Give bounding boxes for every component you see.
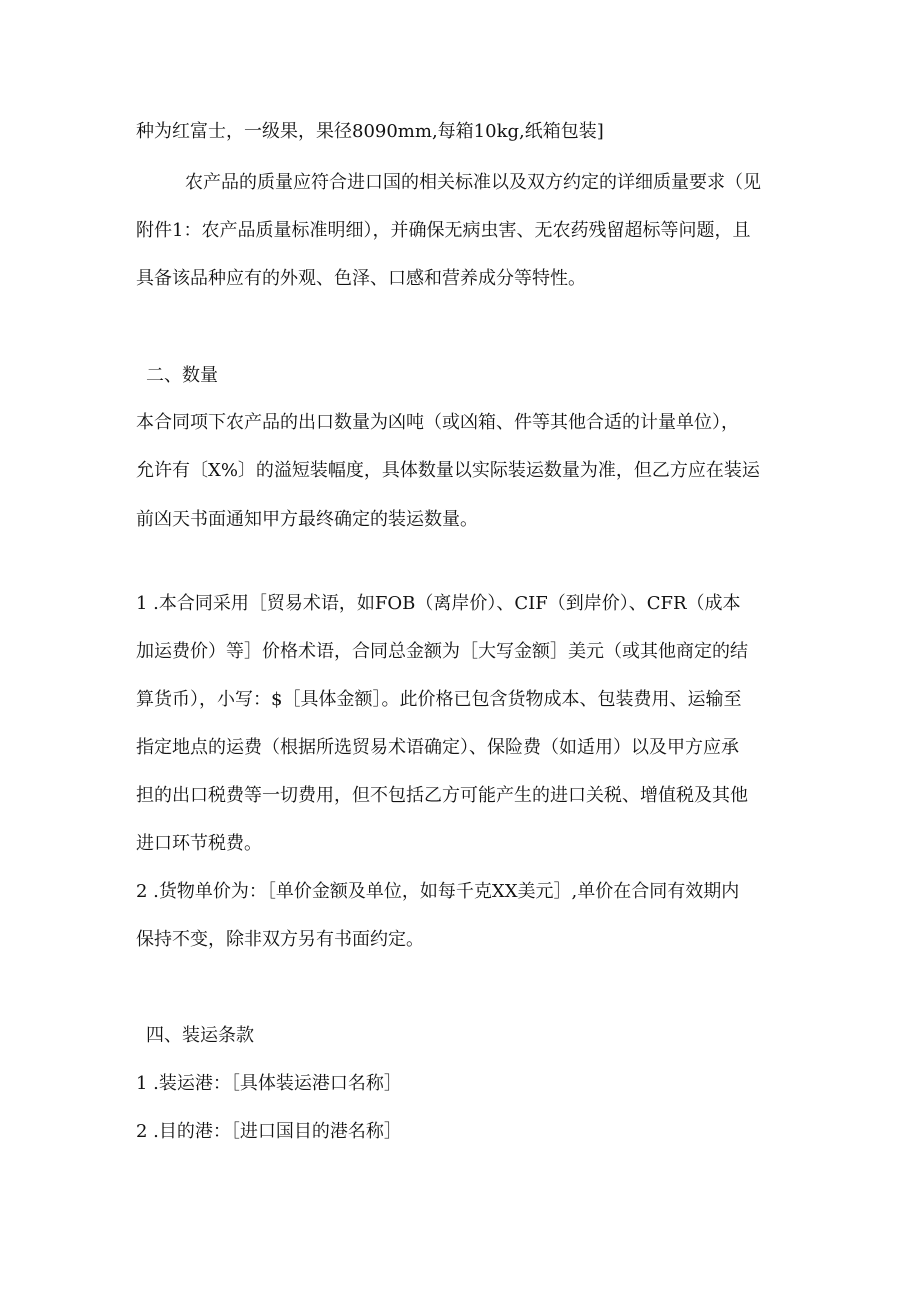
quantity-line-2: 允许有〔X%〕的溢短装幅度，具体数量以实际装运数量为准，但乙方应在装运: [136, 460, 760, 481]
quality-paragraph-line-2: 附件1：农产品质量标准明细），并确保无病虫害、无农药残留超标等问题，且: [136, 220, 751, 241]
quality-paragraph-line-1: 农产品的质量应符合进口国的相关标准以及双方约定的详细质量要求（见: [185, 172, 761, 193]
quality-paragraph-line-3: 具备该品种应有的外观、色泽、口感和营养成分等特性。: [136, 268, 586, 289]
price-item-2-line-2: 保持不变，除非双方另有书面约定。: [136, 929, 424, 950]
quality-variety-line: 种为红富士，一级果，果径8090mm,每箱10kg,纸箱包装]: [136, 121, 604, 142]
shipping-item-port-of-loading: 1 .装运港：［具体装运港口名称］: [136, 1073, 402, 1094]
price-item-1-line-3: 算货币），小写：$［具体金额］。此价格已包含货物成本、包装费用、运输至: [136, 689, 742, 710]
shipping-item-destination-port: 2 .目的港：［进口国目的港名称］: [136, 1121, 402, 1142]
price-item-1-line-5: 担的出口税费等一切费用，但不包括乙方可能产生的进口关税、增值税及其他: [136, 785, 748, 806]
price-item-1-line-6: 进口环节税费。: [136, 833, 262, 854]
shipping-heading: 四、装运条款: [146, 1025, 254, 1046]
price-item-1-line-4: 指定地点的运费（根据所选贸易术语确定）、保险费（如适用）以及甲方应承: [136, 737, 739, 758]
price-item-1-line-1: 1 .本合同采用［贸易术语，如FOB（离岸价）、CIF（到岸价）、CFR（成本: [136, 593, 741, 614]
quantity-line-3: 前凶天书面通知甲方最终确定的装运数量。: [136, 509, 478, 530]
quantity-line-1: 本合同项下农产品的出口数量为凶吨（或凶箱、件等其他合适的计量单位），: [136, 412, 739, 433]
quantity-heading: 二、数量: [146, 365, 218, 386]
price-item-1-line-2: 加运费价）等］价格术语，合同总金额为［大写金额］美元（或其他商定的结: [136, 641, 748, 662]
price-item-2-line-1: 2 .货物单价为：［单价金额及单位，如每千克XX美元］,单价在合同有效期内: [136, 881, 740, 902]
